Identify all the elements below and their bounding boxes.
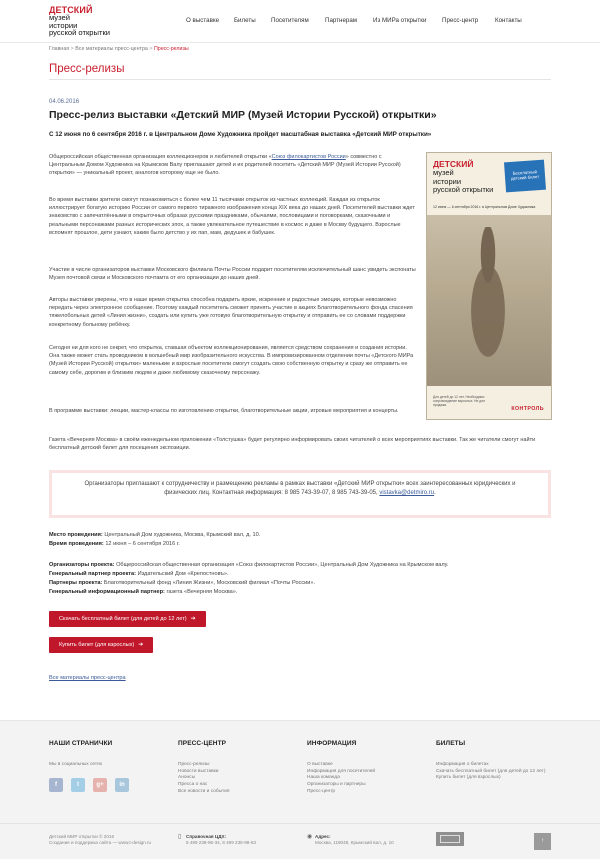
info-value: Общероссийская общественная организация «Союз филокартистов России», Центральный Дом Художника на Крымском валу.: [116, 562, 449, 568]
footer-link[interactable]: Пресса о нас: [178, 782, 208, 788]
footer-link[interactable]: Информация о билетах: [436, 761, 489, 767]
info-value: Центральный Дом художника, Москва, Крымский вал, д. 10.: [104, 532, 261, 538]
footer-copyright: [49, 834, 151, 847]
nav-contacts[interactable]: Контакты: [495, 17, 522, 24]
google-plus-icon[interactable]: g+: [93, 778, 107, 792]
breadcrumb-separator: >: [70, 46, 74, 52]
paragraph-text: Общероссийская общественная организация коллекционеров и любителей открытки «: [49, 154, 272, 160]
logo-line-3: истории: [49, 20, 78, 30]
info-label: Место проведения:: [49, 532, 103, 538]
location-pin-icon: ◉: [307, 834, 313, 840]
main-nav: [186, 17, 600, 27]
arrow-up-icon: ↑: [541, 838, 544, 844]
download-free-ticket-button[interactable]: [49, 611, 206, 627]
nav-tickets[interactable]: Билеты: [234, 17, 256, 24]
buy-ticket-button[interactable]: [49, 637, 153, 653]
philocartists-link[interactable]: Союз филокартистов России: [271, 154, 346, 160]
article-paragraph-6: В программе выставки: лекции, мастер-классы по изготовлению открытки, благотворительные акции, игровые мероприятия и концерты.: [49, 408, 399, 414]
facebook-icon[interactable]: f: [49, 778, 63, 792]
developer-line: Создание и поддержка сайта — www.t-design.ru: [49, 840, 152, 846]
footer-link[interactable]: Новости выставки: [178, 768, 219, 774]
poster-subtitle: [433, 169, 493, 195]
notice-text: [72, 480, 528, 497]
info-value: Благотворительный фонд «Линия Жизни», Московский филиал «Почты России».: [103, 580, 316, 586]
poster-header: [427, 153, 551, 215]
phone-value: 8 499 238-96-34, 8 499 238-98-63: [186, 840, 256, 846]
footer-link[interactable]: Информация для посетителей: [307, 768, 376, 774]
info-organizers: [49, 561, 448, 570]
address-value: Москва, 119049, Крымский вал, д. 10: [315, 840, 394, 846]
cooperation-notice: [49, 470, 551, 518]
poster-dates: 12 июня — 6 сентября 2016 г. в Центральном Доме Художника: [433, 205, 536, 209]
breadcrumb-separator: >: [149, 46, 153, 52]
footer-col-title: ПРЕСС-ЦЕНТР: [178, 740, 227, 747]
breadcrumb-home[interactable]: Главная: [49, 46, 70, 52]
twitter-icon[interactable]: t: [71, 778, 85, 792]
poster-subtitle-line: русской открытки: [433, 185, 494, 194]
footer-link[interactable]: Анонсы: [178, 775, 196, 781]
footer-link[interactable]: О выставке: [307, 761, 333, 767]
poster-subtitle-line: музей: [433, 168, 454, 177]
footer-col-title: ИНФОРМАЦИЯ: [307, 740, 357, 747]
site-footer: [0, 720, 600, 859]
breadcrumb: [49, 46, 189, 53]
nav-about[interactable]: О выставке: [186, 17, 220, 24]
title-divider: [49, 79, 551, 80]
info-value: газета «Вечерняя Москва».: [166, 589, 238, 595]
copyright-line: Детский МИР открытки © 2016: [49, 834, 115, 839]
article-paragraph-1: [49, 153, 416, 178]
developer-logo-mark: [440, 835, 460, 843]
breadcrumb-current: Пресс-релизы: [153, 46, 189, 52]
info-value: 12 июня – 6 сентября 2016 г.: [105, 541, 180, 547]
poster-illustration: [427, 215, 551, 388]
info-label: Организаторы проекта:: [49, 562, 115, 568]
footer-link[interactable]: Пресс-релизы: [178, 761, 210, 767]
info-label: Время проведения:: [49, 541, 104, 547]
button-label: Скачать бесплатный билет (для детей до 12 лет): [59, 616, 187, 622]
arrow-right-icon: ➔: [190, 616, 196, 622]
phone-icon: ▯: [178, 834, 182, 840]
arrow-right-icon: ➔: [138, 642, 144, 648]
logo-line-2: музей: [49, 13, 70, 22]
article-title: Пресс-релиз выставки «Детский МИР (Музей Истории Русской) открытки»: [49, 109, 437, 121]
footer-link[interactable]: Пресс-центр: [307, 788, 336, 794]
page-title: Пресс-релизы: [49, 63, 125, 75]
nav-partners[interactable]: Партнерам: [325, 17, 358, 24]
logo-line-4: русской открытки: [49, 28, 111, 37]
button-label: Купить билет (для взрослых): [59, 642, 135, 648]
footer-address: [307, 834, 394, 847]
footer-col-info: [307, 740, 427, 796]
footer-social-caption: Мы в социальных сетях: [49, 761, 103, 767]
info-label: Партнеры проекта:: [49, 580, 103, 586]
article-paragraph-3: Участие в числе организаторов выставки Московского филиала Почты России подарит посетителям исключительный шанс увидеть экспонаты Музея почтовой связи и Московского почтамта от его организации до наших дней.: [49, 267, 416, 282]
info-place: [49, 531, 260, 540]
footer-col-press: [178, 740, 298, 796]
logo-line-1: ДЕТСКИЙ: [49, 5, 93, 15]
poster-footnote: Для детей до 12 лет. Необходимо сопровождение взрослых. Не для продажи.: [433, 395, 485, 407]
address-label: Адрес:: [315, 834, 331, 839]
notice-end: .: [434, 489, 436, 496]
article-paragraph-4: Авторы выставки уверены, что в наше время открытка способна подарить яркие, искренние и радостные эмоции, которые невозможно передать через электронное сообщение. Поэтому каждый посетитель сможет принять участие в акциях Благотворительного фонда спасения тяжелобольных детей «Линия жизни», создать или купить уже готовую благотворительную открытку и отправить ее со словами поддержки конкретному больному ребёнку.: [49, 297, 413, 328]
footer-col-title: НАШИ СТРАНИЧКИ: [49, 740, 113, 747]
notice-body: Организаторы приглашают к сотрудничеству и размещению рекламы в рамках выставки «Детский МИР открытки» всех заинтересованных юридических и физических лиц. Контактная информация: 8 985 743-39-07, 8 985 743-39-05,: [84, 481, 516, 496]
info-media-partner: [49, 588, 237, 597]
site-logo[interactable]: [49, 6, 159, 37]
developer-logo[interactable]: [436, 832, 464, 846]
article-paragraph-5: Сегодня ни для кого не секрет, что открытка, ставшая объектом коллекционирования, является средством сохранения и создания истории. Она также может стать проводником в волшебный мир изобразительного искусства. В импровизированном отделении почты «Детского МИРа (Музей Истории Русской) открытки» маленькие и взрослые посетители смогут создать свою собственную открытку и сразу же отправить ее самому себе, дорогим и близким людям и даже любимому сказочному персонажу.: [49, 345, 414, 376]
phone-label: Справочная ЦДХ:: [186, 834, 227, 839]
nav-visitors[interactable]: Посетителям: [271, 17, 309, 24]
nav-press-center[interactable]: Пресс-центр: [442, 17, 479, 24]
article-paragraph-2: Во время выставки зрители смогут познакомиться с более чем 11 тысячами открыток из частных коллекций. Каждая из открыток иллюстрирует богатую историю России от самого первого тиражного изображения конца XIX века до наших дней. Посетителей выставки ждет знакомство с запечатлёнными в открыточных образах русскими праздниками, обычаями, пословицами и поговорками, сказочными и реальными персонажами разных исторических эпох, а также увлекательное путешествие в космос и даже в Москву будущего. Взрослые вспомнят прошлое, дети узнают, каким было детство у их пап, мам, дедушек и бабушек.: [49, 197, 415, 236]
poster-brand: КОНТРОЛЬ: [511, 405, 544, 412]
breadcrumb-press-materials[interactable]: Все материалы пресс-центра: [75, 46, 148, 52]
article-date: 04.06.2016: [49, 99, 80, 105]
poster-title: ДЕТСКИЙ: [433, 159, 474, 169]
paragraph-text: » совместно с Центральным Домом Художника на Крымском Валу приглашают детей и их родителей посетить «Детский МИР (Музей Истории Русской) открытки» — уникальный проект, аналогов которому еще не было.: [49, 154, 401, 177]
footer-link[interactable]: Скачать бесплатный билет (для детей до 12 лет): [436, 768, 546, 774]
article-lead: С 12 июня по 6 сентября 2016 г. в Центральном Доме Художника пройдет масштабная выставка «Детский МИР открытки»: [49, 131, 432, 138]
footer-col-social: [49, 740, 169, 769]
footer-link[interactable]: Купить билет (для взрослых): [436, 775, 501, 781]
exhibition-poster: [426, 152, 552, 420]
info-label: Генеральный информационный партнер:: [49, 589, 165, 595]
footer-phone: [178, 834, 256, 847]
info-label: Генеральный партнер проекта:: [49, 571, 137, 577]
all-press-materials-link[interactable]: Все материалы пресс-центра: [49, 675, 126, 681]
info-time: [49, 540, 180, 549]
info-partners: [49, 579, 315, 588]
notice-email-link[interactable]: vistavka@detmiro.ru: [379, 489, 435, 496]
nav-from-mir[interactable]: Из МИРа открытки: [373, 17, 427, 24]
poster-subtitle-line: истории: [433, 176, 462, 186]
scroll-to-top-button[interactable]: [534, 833, 551, 850]
footer-link[interactable]: Все новости и события: [178, 788, 230, 794]
free-ticket-badge: Бесплатный детский билет: [504, 160, 546, 193]
footer-bottom-bar: [0, 823, 600, 859]
linkedin-icon[interactable]: in: [115, 778, 129, 792]
footer-col-title: БИЛЕТЫ: [436, 740, 466, 747]
info-value: Издательский Дом «Крепостновъ».: [137, 571, 229, 577]
footer-link[interactable]: Наша команда: [307, 775, 340, 781]
poster-child-figure: [457, 227, 519, 377]
info-general-partner: [49, 570, 229, 579]
footer-col-tickets: [436, 740, 551, 782]
poster-footer: [427, 386, 551, 419]
footer-link[interactable]: Организаторы и партнеры: [307, 782, 366, 788]
article-paragraph-7: Газета «Вечерняя Москва» в своём еженедельном приложении «Толстушка» будет регулярно информировать своих читателей о всех мероприятиях выставки. Так же читатели смогут найти бесплатный детский билет для посещения экспозиции.: [49, 437, 536, 452]
site-header: [0, 0, 600, 43]
